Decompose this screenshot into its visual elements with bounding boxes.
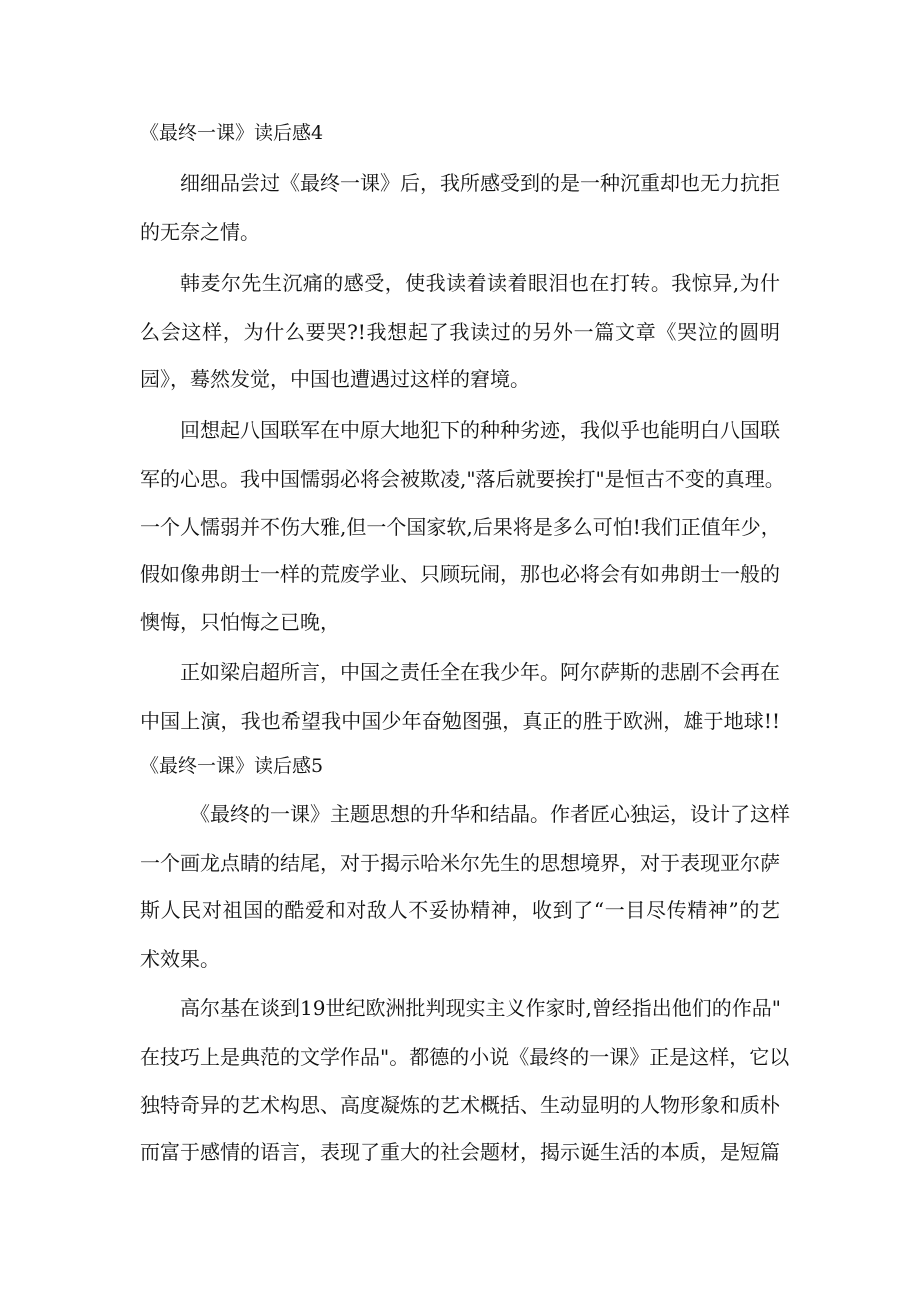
paragraph-line: 回想起八国联军在中原大地犯下的种种劣迹，我似乎也能明白八国联 (180, 418, 780, 442)
paragraph-line: 军的心思。我中国懦弱必将会被欺凌,"落后就要挨打"是恒古不变的真理。 (140, 467, 785, 491)
paragraph-line: 术效果。 (140, 947, 220, 971)
paragraph-line: 么会这样，为什么要哭?!我想起了我读过的另外一篇文章《哭泣的圆明 (140, 320, 780, 344)
paragraph-line: 在技巧上是典范的文学作品"。都德的小说《最终的一课》正是这样，它以 (140, 1045, 790, 1069)
paragraph-line: 园》，蓦然发觉，中国也遭遇过这样的窘境。 (140, 367, 530, 391)
section-heading-4: 《最终一课》读后感4 (140, 122, 324, 144)
paragraph-line: 韩麦尔先生沉痛的感受，使我读着读着眼泪也在打转。我惊异,为什 (180, 271, 780, 295)
paragraph-line: 中国上演，我也希望我中国少年奋勉图强，真正的胜于欧洲，雄于地球!! (140, 709, 780, 733)
paragraph-line: 斯人民对祖国的酷爱和对敌人不妥协精神，收到了“一目尽传精神”的艺 (140, 898, 780, 922)
paragraph-line: 独特奇异的艺术构思、高度凝炼的艺术概括、生动显明的人物形象和质朴 (140, 1093, 780, 1117)
paragraph-line: 一个画龙点睛的结尾，对于揭示哈米尔先生的思想境界，对于表现亚尔萨 (140, 851, 780, 875)
paragraph-line: 正如梁启超所言，中国之责任全在我少年。阿尔萨斯的悲剧不会再在 (180, 660, 780, 684)
paragraph-line: 《最终的一课》主题思想的升华和结晶。作者匠心独运，设计了这样 (190, 802, 790, 826)
paragraph-line: 的无奈之情。 (140, 220, 260, 244)
paragraph-line: 而富于感情的语言，表现了重大的社会题材，揭示诞生活的本质，是短篇 (140, 1140, 780, 1164)
paragraph-line: 懊悔，只怕悔之已晚， (140, 610, 340, 634)
paragraph-line: 假如像弗朗士一样的荒废学业、只顾玩闹，那也必将会有如弗朗士一般的 (140, 562, 780, 586)
paragraph-line: 一个人懦弱并不伤大雅,但一个国家软,后果将是多么可怕!我们正值年少， (140, 515, 781, 539)
paragraph-line: 细细品尝过《最终一课》后，我所感受到的是一种沉重却也无力抗拒 (180, 171, 780, 195)
section-heading-5: 《最终一课》读后感5 (140, 755, 324, 777)
paragraph-line: 高尔基在谈到19世纪欧洲批判现实主义作家时,曾经指出他们的作品" (180, 996, 782, 1020)
